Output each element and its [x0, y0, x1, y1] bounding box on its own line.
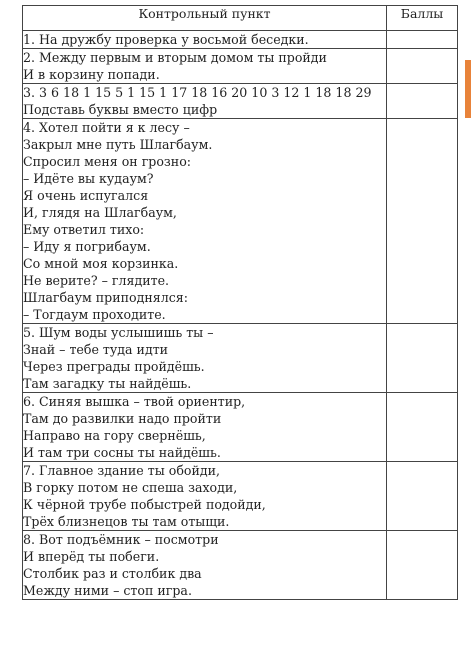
- checkpoint-text-line: Трёх близнецов ты там отыщи.: [23, 514, 230, 529]
- checkpoint-text-line: И вперёд ты побеги.: [23, 549, 160, 564]
- checkpoint-cell: [23, 84, 387, 119]
- checkpoint-text-line: – Идёте вы кудаум?: [23, 171, 154, 186]
- score-cell[interactable]: [387, 49, 458, 84]
- score-cell[interactable]: [387, 324, 458, 393]
- checkpoint-text-line: 7. Главное здание ты обойди,: [23, 463, 221, 478]
- header-score: Баллы: [387, 6, 458, 31]
- checkpoint-text-line: Спросил меня он грозно:: [23, 154, 192, 169]
- checkpoint-cell: [23, 31, 387, 49]
- checkpoint-text-line: И, глядя на Шлагбаум,: [23, 205, 177, 220]
- score-cell[interactable]: [387, 31, 458, 49]
- checkpoint-cell: [23, 49, 387, 84]
- checkpoint-text-line: Знай – тебе туда идти: [23, 342, 169, 357]
- checkpoint-text-line: Закрыл мне путь Шлагбаум.: [23, 137, 213, 152]
- checkpoint-text-line: 2. Между первым и вторым домом ты пройди: [23, 50, 327, 65]
- checkpoint-cell: [23, 324, 387, 393]
- checkpoint-text-line: И в корзину попади.: [23, 67, 160, 82]
- table-row: [23, 324, 458, 393]
- checkpoint-text-line: Там до развилки надо пройти: [23, 411, 222, 426]
- table-row: [23, 119, 458, 324]
- checkpoint-cell: [23, 531, 387, 600]
- checkpoint-text-line: Со мной моя корзинка.: [23, 256, 179, 271]
- checkpoint-cell: [23, 462, 387, 531]
- checkpoint-text-line: К чёрной трубе побыстрей подойди,: [23, 497, 266, 512]
- checkpoint-text-line: 8. Вот подъёмник – посмотри: [23, 532, 219, 547]
- checkpoint-text-line: Я очень испугался: [23, 188, 149, 203]
- table-row: [23, 393, 458, 462]
- checkpoint-text-line: 5. Шум воды услышишь ты –: [23, 325, 214, 340]
- checkpoint-text-line: 3. 3 6 18 1 15 5 1 15 1 17 18 16 20 10 3 12 1 18 18 29: [23, 85, 372, 100]
- page-edge-accent: [465, 60, 471, 118]
- checkpoint-table: [22, 5, 458, 600]
- checkpoint-cell: [23, 119, 387, 324]
- checkpoint-text-line: Ему ответил тихо:: [23, 222, 145, 237]
- checkpoint-text-line: 1. На дружбу проверка у восьмой беседки.: [23, 32, 309, 47]
- checkpoint-text-line: Через преграды пройдёшь.: [23, 359, 205, 374]
- checkpoint-text-line: Столбик раз и столбик два: [23, 566, 202, 581]
- checkpoint-text-line: 6. Синяя вышка – твой ориентир,: [23, 394, 246, 409]
- checkpoint-text-line: 4. Хотел пойти я к лесу –: [23, 120, 190, 135]
- table-row: [23, 84, 458, 119]
- table-row: [23, 49, 458, 84]
- header-checkpoint: Контрольный пункт: [23, 6, 387, 31]
- table-row: [23, 462, 458, 531]
- score-cell[interactable]: [387, 531, 458, 600]
- checkpoint-text-line: – Тогдаум проходите.: [23, 307, 166, 322]
- score-cell[interactable]: [387, 462, 458, 531]
- score-cell[interactable]: [387, 84, 458, 119]
- table-row: [23, 531, 458, 600]
- checkpoint-text-line: Подставь буквы вместо цифр: [23, 102, 218, 117]
- checkpoint-cell: [23, 393, 387, 462]
- checkpoint-text-line: Не верите? – глядите.: [23, 273, 170, 288]
- score-cell[interactable]: [387, 119, 458, 324]
- table-row: [23, 31, 458, 49]
- checkpoint-text-line: Между ними – стоп игра.: [23, 583, 192, 598]
- checkpoint-text-line: Там загадку ты найдёшь.: [23, 376, 192, 391]
- checkpoint-text-line: И там три сосны ты найдёшь.: [23, 445, 221, 460]
- checkpoint-text-line: Шлагбаум приподнялся:: [23, 290, 188, 305]
- checkpoint-text-line: Направо на гору свернёшь,: [23, 428, 206, 443]
- checkpoint-text-line: – Иду я погрибаум.: [23, 239, 151, 254]
- score-cell[interactable]: [387, 393, 458, 462]
- table-body: [23, 31, 458, 600]
- table-header-row: [23, 6, 458, 31]
- checkpoint-text-line: В горку потом не спеша заходи,: [23, 480, 238, 495]
